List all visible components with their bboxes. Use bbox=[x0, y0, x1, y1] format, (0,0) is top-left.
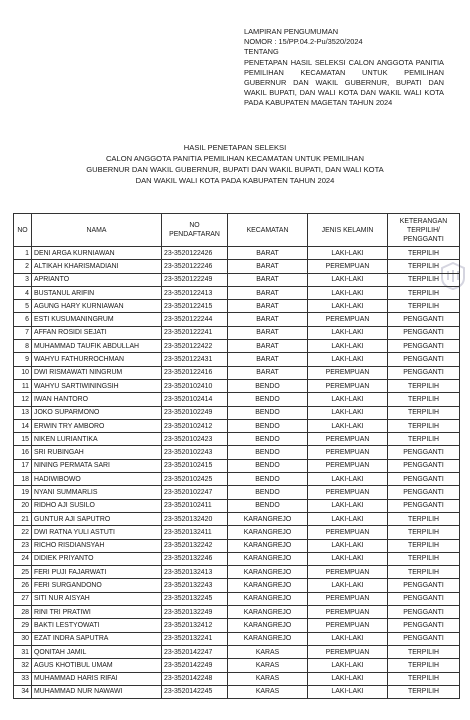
cell-keterangan: PENGGANTI bbox=[388, 459, 460, 472]
title-line-2: CALON ANGGOTA PANITIA PEMILIHAN KECAMATAN UNTUK PEMILIHAN bbox=[105, 154, 365, 163]
cell-no-pendaftaran: 23-3520132245 bbox=[162, 592, 228, 605]
cell-jenis-kelamin: LAKI-LAKI bbox=[308, 672, 388, 685]
cell-kecamatan: BENDO bbox=[228, 433, 308, 446]
cell-kecamatan: KARAS bbox=[228, 672, 308, 685]
cell-kecamatan: BARAT bbox=[228, 353, 308, 366]
cell-no: 19 bbox=[14, 486, 32, 499]
cell-kecamatan: BENDO bbox=[228, 473, 308, 486]
cell-kecamatan: BARAT bbox=[228, 326, 308, 339]
cell-jenis-kelamin: LAKI-LAKI bbox=[308, 340, 388, 353]
table-row bbox=[14, 273, 460, 286]
cell-no-pendaftaran: 23-3520122244 bbox=[162, 313, 228, 326]
cell-keterangan: PENGGANTI bbox=[388, 366, 460, 379]
cell-no: 10 bbox=[14, 366, 32, 379]
cell-no-pendaftaran: 23-3520122416 bbox=[162, 366, 228, 379]
cell-kecamatan: BARAT bbox=[228, 366, 308, 379]
cell-no: 30 bbox=[14, 632, 32, 645]
document-title bbox=[20, 142, 450, 186]
cell-no: 31 bbox=[14, 645, 32, 658]
cell-kecamatan: KARAS bbox=[228, 659, 308, 672]
cell-nama: NYANI SUMMARLIS bbox=[32, 486, 162, 499]
cell-no-pendaftaran: 23-3520122431 bbox=[162, 353, 228, 366]
cell-kecamatan: KARANGREJO bbox=[228, 552, 308, 565]
cell-no-pendaftaran: 23-3520132243 bbox=[162, 579, 228, 592]
cell-no-pendaftaran: 23-3520142247 bbox=[162, 645, 228, 658]
cell-nama: WAHYU SARTIWININGSIH bbox=[32, 379, 162, 392]
cell-no: 6 bbox=[14, 313, 32, 326]
title-line-4: DAN WAKIL WALI KOTA PADA KABUPATEN TAHUN 2024 bbox=[135, 176, 335, 185]
cell-keterangan: TERPILIH bbox=[388, 286, 460, 299]
cell-kecamatan: KARAS bbox=[228, 685, 308, 698]
cell-jenis-kelamin: LAKI-LAKI bbox=[308, 419, 388, 432]
table-row bbox=[14, 353, 460, 366]
cell-jenis-kelamin: PEREMPUAN bbox=[308, 606, 388, 619]
table-row bbox=[14, 247, 460, 260]
cell-nama: JOKO SUPARMONO bbox=[32, 406, 162, 419]
table-row bbox=[14, 419, 460, 432]
cell-kecamatan: BENDO bbox=[228, 419, 308, 432]
table-row bbox=[14, 286, 460, 299]
header-subject: PENETAPAN HASIL SELEKSI CALON ANGGOTA PANITIA PEMILIHAN KECAMATAN UNTUK PEMILIHAN GUBERNUR DAN WAKIL GUBERNUR, BUPATI DAN WAKIL BUPATI, DAN WALI KOTA DAN WAKIL WALI KOTA PADA KABUPATEN MAGETAN TAHUN 2024 bbox=[244, 57, 444, 108]
cell-nama: FERI SURGANDONO bbox=[32, 579, 162, 592]
cell-keterangan: TERPILIH bbox=[388, 273, 460, 286]
table-row bbox=[14, 672, 460, 685]
cell-keterangan: TERPILIH bbox=[388, 512, 460, 525]
cell-nama: AGUNG HARY KURNIAWAN bbox=[32, 300, 162, 313]
cell-kecamatan: BARAT bbox=[228, 313, 308, 326]
cell-kecamatan: KARANGREJO bbox=[228, 592, 308, 605]
cell-no: 2 bbox=[14, 260, 32, 273]
cell-keterangan: TERPILIH bbox=[388, 393, 460, 406]
cell-no: 34 bbox=[14, 685, 32, 698]
cell-keterangan: TERPILIH bbox=[388, 645, 460, 658]
cell-jenis-kelamin: PEREMPUAN bbox=[308, 379, 388, 392]
cell-nama: WAHYU FATHURROCHMAN bbox=[32, 353, 162, 366]
cell-no: 13 bbox=[14, 406, 32, 419]
cell-jenis-kelamin: LAKI-LAKI bbox=[308, 552, 388, 565]
table-row bbox=[14, 566, 460, 579]
cell-kecamatan: KARANGREJO bbox=[228, 619, 308, 632]
cell-nama: ERWIN TRY AMBORO bbox=[32, 419, 162, 432]
cell-no-pendaftaran: 23-3520102247 bbox=[162, 486, 228, 499]
cell-nama: SITI NUR AISYAH bbox=[32, 592, 162, 605]
cell-no-pendaftaran: 23-3520102414 bbox=[162, 393, 228, 406]
cell-keterangan: PENGGANTI bbox=[388, 619, 460, 632]
col-header-nama: NAMA bbox=[32, 214, 162, 247]
cell-no: 32 bbox=[14, 659, 32, 672]
cell-kecamatan: BENDO bbox=[228, 499, 308, 512]
cell-nama: RIDHO AJI SUSILO bbox=[32, 499, 162, 512]
cell-no-pendaftaran: 23-3520122249 bbox=[162, 273, 228, 286]
cell-no-pendaftaran: 23-3520132420 bbox=[162, 512, 228, 525]
table-row bbox=[14, 300, 460, 313]
cell-no-pendaftaran: 23-3520102412 bbox=[162, 419, 228, 432]
cell-jenis-kelamin: PEREMPUAN bbox=[308, 566, 388, 579]
table-row bbox=[14, 446, 460, 459]
cell-keterangan: TERPILIH bbox=[388, 539, 460, 552]
table-row bbox=[14, 632, 460, 645]
cell-no: 29 bbox=[14, 619, 32, 632]
cell-jenis-kelamin: LAKI-LAKI bbox=[308, 247, 388, 260]
cell-nama: IWAN HANTORO bbox=[32, 393, 162, 406]
cell-nama: DENI ARGA KURNIAWAN bbox=[32, 247, 162, 260]
cell-jenis-kelamin: LAKI-LAKI bbox=[308, 632, 388, 645]
cell-jenis-kelamin: LAKI-LAKI bbox=[308, 539, 388, 552]
cell-no-pendaftaran: 23-3520132246 bbox=[162, 552, 228, 565]
table-row bbox=[14, 473, 460, 486]
table-row bbox=[14, 539, 460, 552]
cell-no: 12 bbox=[14, 393, 32, 406]
cell-no: 4 bbox=[14, 286, 32, 299]
cell-no: 27 bbox=[14, 592, 32, 605]
cell-jenis-kelamin: LAKI-LAKI bbox=[308, 473, 388, 486]
cell-nama: HADIWIBOWO bbox=[32, 473, 162, 486]
cell-jenis-kelamin: PEREMPUAN bbox=[308, 260, 388, 273]
cell-keterangan: TERPILIH bbox=[388, 379, 460, 392]
cell-jenis-kelamin: LAKI-LAKI bbox=[308, 512, 388, 525]
cell-nama: QONITAH JAMIL bbox=[32, 645, 162, 658]
cell-nama: ESTI KUSUMANINGRUM bbox=[32, 313, 162, 326]
cell-no: 9 bbox=[14, 353, 32, 366]
cell-no: 33 bbox=[14, 672, 32, 685]
table-row bbox=[14, 486, 460, 499]
cell-jenis-kelamin: PEREMPUAN bbox=[308, 619, 388, 632]
cell-nama: BAKTI LESTYOWATI bbox=[32, 619, 162, 632]
cell-keterangan: TERPILIH bbox=[388, 300, 460, 313]
table-row bbox=[14, 512, 460, 525]
cell-no-pendaftaran: 23-3520132411 bbox=[162, 526, 228, 539]
cell-nama: EZAT INDRA SAPUTRA bbox=[32, 632, 162, 645]
cell-no-pendaftaran: 23-3520132241 bbox=[162, 632, 228, 645]
cell-keterangan: TERPILIH bbox=[388, 659, 460, 672]
cell-no-pendaftaran: 23-3520142248 bbox=[162, 672, 228, 685]
cell-no: 8 bbox=[14, 340, 32, 353]
cell-keterangan: TERPILIH bbox=[388, 566, 460, 579]
header-line-2: NOMOR : 15/PP.04.2-Pu/3520/2024 bbox=[244, 37, 363, 47]
cell-no: 14 bbox=[14, 419, 32, 432]
cell-jenis-kelamin: LAKI-LAKI bbox=[308, 499, 388, 512]
cell-jenis-kelamin: LAKI-LAKI bbox=[308, 300, 388, 313]
cell-kecamatan: BARAT bbox=[228, 247, 308, 260]
table-row bbox=[14, 393, 460, 406]
cell-no: 18 bbox=[14, 473, 32, 486]
cell-jenis-kelamin: LAKI-LAKI bbox=[308, 326, 388, 339]
cell-keterangan: TERPILIH bbox=[388, 260, 460, 273]
cell-kecamatan: BENDO bbox=[228, 406, 308, 419]
cell-jenis-kelamin: PEREMPUAN bbox=[308, 433, 388, 446]
cell-no-pendaftaran: 23-3520122422 bbox=[162, 340, 228, 353]
cell-no-pendaftaran: 23-3520102415 bbox=[162, 459, 228, 472]
table-row bbox=[14, 499, 460, 512]
cell-no: 20 bbox=[14, 499, 32, 512]
cell-jenis-kelamin: PEREMPUAN bbox=[308, 526, 388, 539]
cell-jenis-kelamin: PEREMPUAN bbox=[308, 486, 388, 499]
cell-kecamatan: KARANGREJO bbox=[228, 539, 308, 552]
table-row bbox=[14, 606, 460, 619]
cell-nama: MUHAMMAD TAUFIK ABDULLAH bbox=[32, 340, 162, 353]
cell-kecamatan: KARANGREJO bbox=[228, 579, 308, 592]
cell-keterangan: TERPILIH bbox=[388, 419, 460, 432]
col-header-no-pendaftaran: NO PENDAFTARAN bbox=[162, 214, 228, 247]
col-header-jenis-kelamin: JENIS KELAMIN bbox=[308, 214, 388, 247]
cell-keterangan: TERPILIH bbox=[388, 685, 460, 698]
table-row bbox=[14, 379, 460, 392]
cell-nama: APRIANTO bbox=[32, 273, 162, 286]
table-row bbox=[14, 313, 460, 326]
title-line-1: HASIL PENETAPAN SELEKSI bbox=[183, 143, 287, 152]
cell-no-pendaftaran: 23-3520132412 bbox=[162, 619, 228, 632]
cell-no-pendaftaran: 23-3520132249 bbox=[162, 606, 228, 619]
cell-nama: BUSTANUL ARIFIN bbox=[32, 286, 162, 299]
table-row bbox=[14, 326, 460, 339]
cell-nama: MUHAMMAD NUR NAWAWI bbox=[32, 685, 162, 698]
cell-kecamatan: BENDO bbox=[228, 486, 308, 499]
cell-keterangan: PENGGANTI bbox=[388, 632, 460, 645]
cell-nama: SRI RUBINGAH bbox=[32, 446, 162, 459]
title-line-3: GUBERNUR DAN WAKIL GUBERNUR, BUPATI DAN WAKIL BUPATI, DAN WALI KOTA bbox=[86, 165, 384, 174]
cell-nama: AGUS KHOTIBUL UMAM bbox=[32, 659, 162, 672]
cell-no-pendaftaran: 23-3520102423 bbox=[162, 433, 228, 446]
cell-nama: DWI RISMAWATI NINGRUM bbox=[32, 366, 162, 379]
cell-kecamatan: BARAT bbox=[228, 340, 308, 353]
cell-keterangan: TERPILIH bbox=[388, 433, 460, 446]
cell-keterangan: PENGGANTI bbox=[388, 499, 460, 512]
cell-jenis-kelamin: LAKI-LAKI bbox=[308, 406, 388, 419]
cell-no-pendaftaran: 23-3520102243 bbox=[162, 446, 228, 459]
cell-kecamatan: BENDO bbox=[228, 393, 308, 406]
cell-keterangan: PENGGANTI bbox=[388, 313, 460, 326]
cell-keterangan: TERPILIH bbox=[388, 526, 460, 539]
cell-no-pendaftaran: 23-3520122241 bbox=[162, 326, 228, 339]
cell-no-pendaftaran: 23-3520122413 bbox=[162, 286, 228, 299]
col-header-keterangan: KETERANGAN TERPILIH/ PENGGANTI bbox=[388, 214, 460, 247]
cell-no: 11 bbox=[14, 379, 32, 392]
table-row bbox=[14, 579, 460, 592]
table-body bbox=[14, 247, 460, 699]
cell-nama: GUNTUR AJI SAPUTRO bbox=[32, 512, 162, 525]
col-header-no: NO bbox=[14, 214, 32, 247]
cell-no: 16 bbox=[14, 446, 32, 459]
table-row bbox=[14, 340, 460, 353]
cell-kecamatan: BENDO bbox=[228, 379, 308, 392]
cell-jenis-kelamin: LAKI-LAKI bbox=[308, 579, 388, 592]
cell-no-pendaftaran: 23-3520142245 bbox=[162, 685, 228, 698]
cell-keterangan: TERPILIH bbox=[388, 552, 460, 565]
cell-kecamatan: KARAS bbox=[228, 645, 308, 658]
cell-nama: ALTIKAH KHARISMADIANI bbox=[32, 260, 162, 273]
cell-no-pendaftaran: 23-3520102411 bbox=[162, 499, 228, 512]
cell-keterangan: PENGGANTI bbox=[388, 473, 460, 486]
cell-no: 28 bbox=[14, 606, 32, 619]
cell-no-pendaftaran: 23-3520102249 bbox=[162, 406, 228, 419]
cell-kecamatan: BENDO bbox=[228, 459, 308, 472]
cell-keterangan: PENGGANTI bbox=[388, 353, 460, 366]
cell-no-pendaftaran: 23-3520132242 bbox=[162, 539, 228, 552]
cell-jenis-kelamin: PEREMPUAN bbox=[308, 446, 388, 459]
cell-no: 17 bbox=[14, 459, 32, 472]
cell-no: 15 bbox=[14, 433, 32, 446]
table-row bbox=[14, 433, 460, 446]
results-table bbox=[13, 213, 460, 699]
table-row bbox=[14, 645, 460, 658]
cell-jenis-kelamin: PEREMPUAN bbox=[308, 313, 388, 326]
cell-kecamatan: KARANGREJO bbox=[228, 566, 308, 579]
cell-jenis-kelamin: PEREMPUAN bbox=[308, 366, 388, 379]
cell-kecamatan: KARANGREJO bbox=[228, 606, 308, 619]
table-row bbox=[14, 459, 460, 472]
cell-jenis-kelamin: LAKI-LAKI bbox=[308, 286, 388, 299]
cell-kecamatan: BARAT bbox=[228, 286, 308, 299]
cell-no: 5 bbox=[14, 300, 32, 313]
cell-keterangan: PENGGANTI bbox=[388, 446, 460, 459]
cell-jenis-kelamin: LAKI-LAKI bbox=[308, 659, 388, 672]
cell-nama: MUHAMMAD HARIS RIFAI bbox=[32, 672, 162, 685]
cell-nama: NINING PERMATA SARI bbox=[32, 459, 162, 472]
cell-keterangan: PENGGANTI bbox=[388, 326, 460, 339]
table-row bbox=[14, 685, 460, 698]
col-header-kecamatan: KECAMATAN bbox=[228, 214, 308, 247]
cell-no-pendaftaran: 23-3520122415 bbox=[162, 300, 228, 313]
cell-no: 26 bbox=[14, 579, 32, 592]
cell-kecamatan: KARANGREJO bbox=[228, 512, 308, 525]
cell-no: 23 bbox=[14, 539, 32, 552]
cell-nama: DWI RATNA YULI ASTUTI bbox=[32, 526, 162, 539]
cell-no: 21 bbox=[14, 512, 32, 525]
cell-kecamatan: BARAT bbox=[228, 300, 308, 313]
cell-nama: NIKEN LURIANTIKA bbox=[32, 433, 162, 446]
cell-no: 1 bbox=[14, 247, 32, 260]
cell-no-pendaftaran: 23-3520132413 bbox=[162, 566, 228, 579]
cell-kecamatan: KARANGREJO bbox=[228, 632, 308, 645]
cell-keterangan: PENGGANTI bbox=[388, 340, 460, 353]
cell-jenis-kelamin: PEREMPUAN bbox=[308, 592, 388, 605]
cell-keterangan: PENGGANTI bbox=[388, 606, 460, 619]
table-row bbox=[14, 526, 460, 539]
cell-keterangan: PENGGANTI bbox=[388, 579, 460, 592]
cell-nama: RINI TRI PRATIWI bbox=[32, 606, 162, 619]
table-row bbox=[14, 406, 460, 419]
cell-no: 24 bbox=[14, 552, 32, 565]
cell-kecamatan: BARAT bbox=[228, 260, 308, 273]
cell-keterangan: TERPILIH bbox=[388, 406, 460, 419]
header-line-1: LAMPIRAN PENGUMUMAN bbox=[244, 27, 339, 36]
cell-nama: DIDIEK PRIYANTO bbox=[32, 552, 162, 565]
cell-nama: AFFAN ROSIDI SEJATI bbox=[32, 326, 162, 339]
cell-no-pendaftaran: 23-3520102410 bbox=[162, 379, 228, 392]
cell-jenis-kelamin: PEREMPUAN bbox=[308, 645, 388, 658]
attachment-header bbox=[244, 27, 444, 109]
cell-jenis-kelamin: LAKI-LAKI bbox=[308, 273, 388, 286]
cell-keterangan: PENGGANTI bbox=[388, 592, 460, 605]
table-row bbox=[14, 366, 460, 379]
cell-nama: RICHO RISDIANSYAH bbox=[32, 539, 162, 552]
cell-kecamatan: KARANGREJO bbox=[228, 526, 308, 539]
cell-keterangan: TERPILIH bbox=[388, 672, 460, 685]
cell-no: 25 bbox=[14, 566, 32, 579]
cell-no: 22 bbox=[14, 526, 32, 539]
header-line-3: TENTANG bbox=[244, 47, 279, 57]
cell-jenis-kelamin: LAKI-LAKI bbox=[308, 353, 388, 366]
table-row bbox=[14, 619, 460, 632]
cell-keterangan: TERPILIH bbox=[388, 247, 460, 260]
table-row bbox=[14, 592, 460, 605]
table-header-row bbox=[14, 214, 460, 247]
cell-no-pendaftaran: 23-3520142249 bbox=[162, 659, 228, 672]
cell-kecamatan: BARAT bbox=[228, 273, 308, 286]
table-row bbox=[14, 552, 460, 565]
cell-no-pendaftaran: 23-3520122246 bbox=[162, 260, 228, 273]
cell-no-pendaftaran: 23-3520122426 bbox=[162, 247, 228, 260]
cell-no: 3 bbox=[14, 273, 32, 286]
cell-kecamatan: BENDO bbox=[228, 446, 308, 459]
cell-jenis-kelamin: LAKI-LAKI bbox=[308, 393, 388, 406]
table-row bbox=[14, 659, 460, 672]
cell-no: 7 bbox=[14, 326, 32, 339]
cell-jenis-kelamin: PEREMPUAN bbox=[308, 459, 388, 472]
cell-no-pendaftaran: 23-3520102425 bbox=[162, 473, 228, 486]
table-row bbox=[14, 260, 460, 273]
cell-jenis-kelamin: LAKI-LAKI bbox=[308, 685, 388, 698]
cell-nama: FERI PUJI FAJARWATI bbox=[32, 566, 162, 579]
cell-keterangan: PENGGANTI bbox=[388, 486, 460, 499]
